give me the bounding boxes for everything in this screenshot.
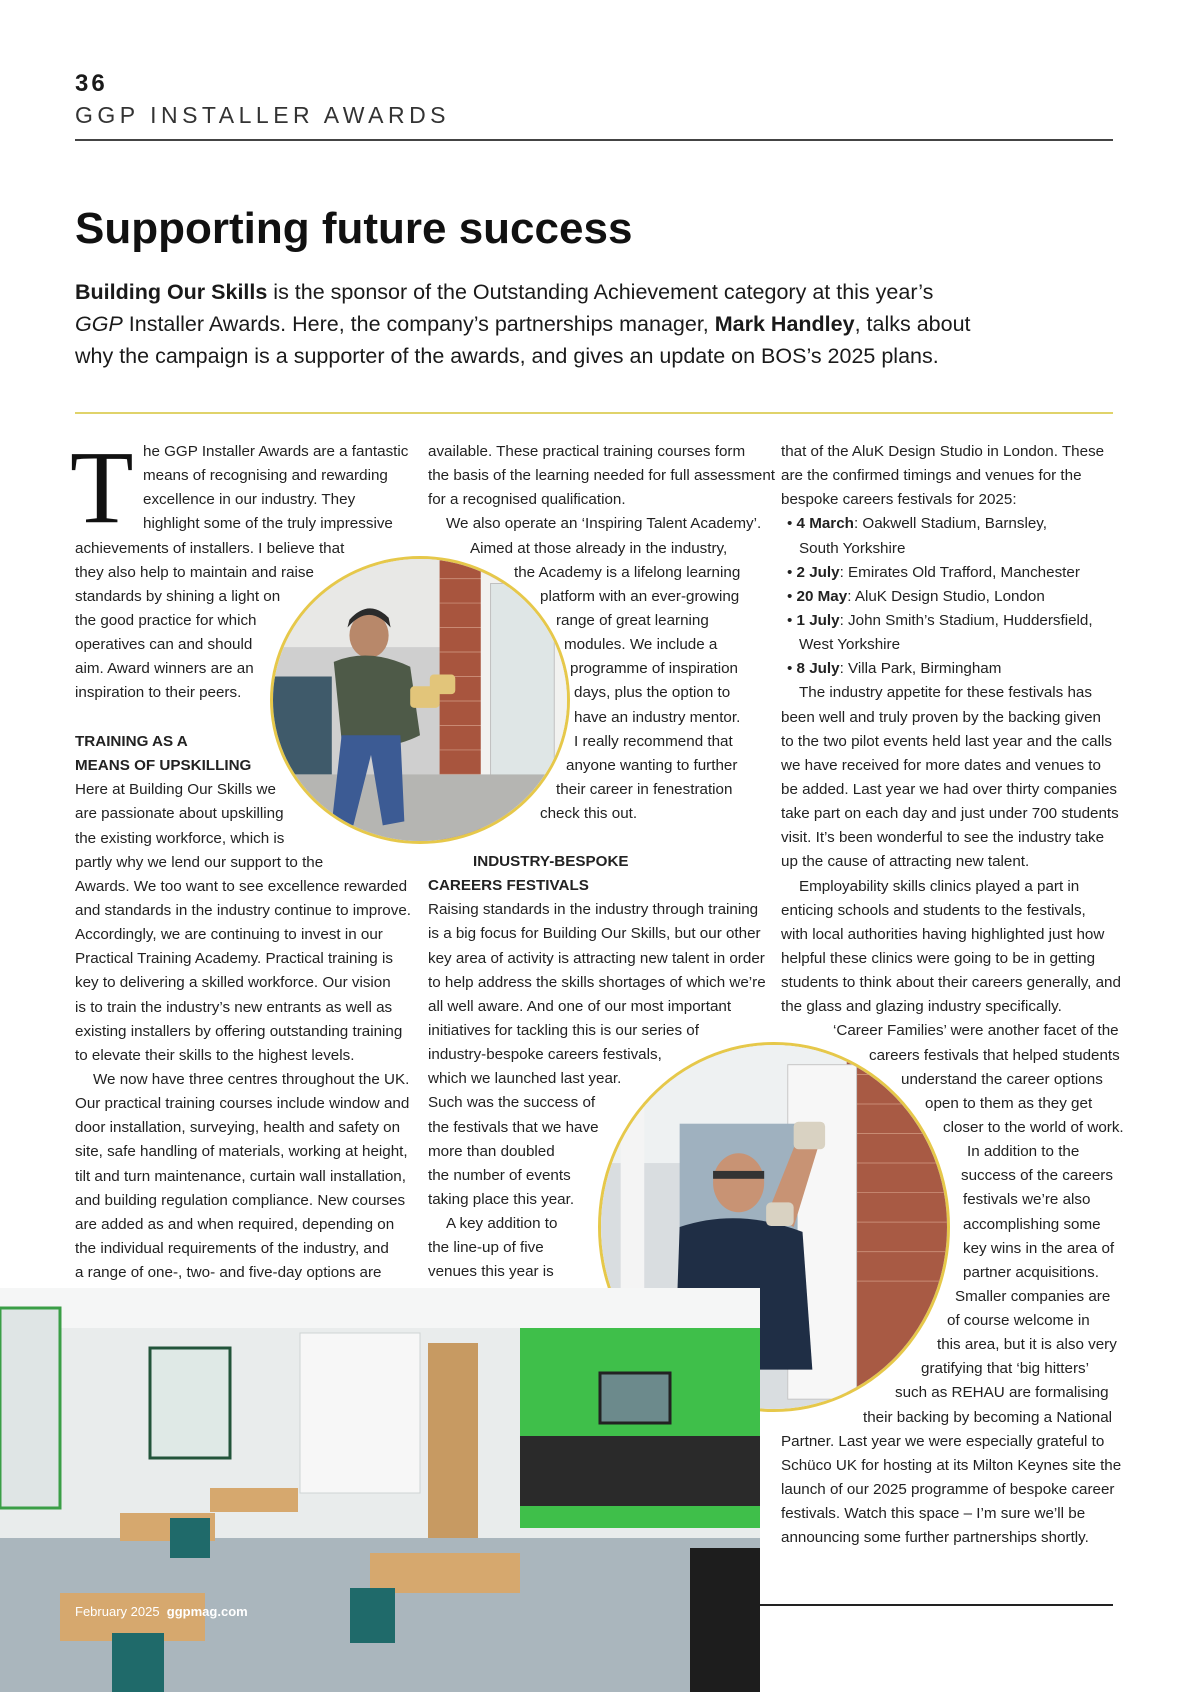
text-line: Practical Training Academy. Practical training is xyxy=(75,950,393,968)
text-line: be added. Last year we had over thirty companies xyxy=(781,780,1118,798)
text-line: excellence in our industry. They xyxy=(143,491,356,509)
venue-name: : John Smith’s Stadium, Huddersfield, xyxy=(839,611,1093,629)
text-line: closer to the world of work. xyxy=(943,1118,1124,1136)
text-line: helpful these clinics were going to be in getting xyxy=(781,949,1096,967)
text-line: with local authorities having highlighted just how xyxy=(781,925,1105,943)
text-line: platform with an ever-growing xyxy=(540,587,740,605)
venue-date: 2 July xyxy=(796,563,840,581)
text-line: aim. Award winners are an xyxy=(75,660,254,678)
issue-date: February 2025 xyxy=(75,1604,160,1619)
text-line: bespoke careers festivals for 2025: xyxy=(781,491,1017,509)
text-line: festivals we’re also xyxy=(963,1191,1091,1209)
text-line: he GGP Installer Awards are a fantastic xyxy=(143,443,409,460)
text-line: door installation, surveying, health and safety on xyxy=(75,1119,401,1137)
text-line: I really recommend that xyxy=(574,732,733,750)
text-line: We also operate an ‘Inspiring Talent Academy’. xyxy=(446,515,762,533)
section-heading: INDUSTRY-BESPOKE xyxy=(473,853,629,870)
venue-list-item xyxy=(781,585,1121,609)
text-line: a range of one-, two- and five-day options are xyxy=(75,1264,382,1282)
text-line: the festivals that we have xyxy=(428,1118,599,1136)
text-line: site, safe handling of materials, working at height, xyxy=(75,1143,408,1161)
venue-list-item xyxy=(781,561,1121,585)
venue-name: : Oakwell Stadium, Barnsley, xyxy=(853,515,1047,533)
text-line: check this out. xyxy=(540,805,638,823)
text-line: are passionate about upskilling xyxy=(75,805,284,823)
venue-list-item xyxy=(781,657,1121,681)
installer-photo-circle xyxy=(270,556,570,844)
text-line: Awards. We too want to see excellence rewarded xyxy=(75,877,408,895)
text-line: success of the careers xyxy=(961,1167,1113,1185)
text-line: we have received for more dates and venues to xyxy=(781,756,1101,774)
text-line: Here at Building Our Skills we xyxy=(75,781,276,799)
text-line: up the cause of attracting new talent. xyxy=(781,853,1030,871)
text-line: announcing some further partnerships shortly. xyxy=(781,1529,1089,1547)
text-line: their career in fenestration xyxy=(556,780,733,798)
text-line: modules. We include a xyxy=(564,636,718,654)
venue-name: : Emirates Old Trafford, Manchester xyxy=(839,563,1080,581)
text-line: programme of inspiration xyxy=(570,660,738,678)
text-line: venues this year is xyxy=(428,1263,554,1281)
text-line: days, plus the option to xyxy=(574,684,731,702)
magazine-name: GGP xyxy=(75,312,123,336)
text-line: more than doubled xyxy=(428,1142,555,1160)
header-rule xyxy=(75,139,1113,141)
text-line: means of recognising and rewarding xyxy=(143,467,388,485)
section-heading: TRAINING AS A xyxy=(75,733,188,750)
text-line: the number of events xyxy=(428,1166,571,1184)
text-line: been well and truly proven by the backing given xyxy=(781,708,1101,726)
text-line: achievements of installers. I believe that xyxy=(75,539,345,557)
text-line: Our practical training courses include window and xyxy=(75,1095,410,1113)
text-line: A key addition to xyxy=(446,1215,558,1233)
text-line: students to think about their careers generally, and xyxy=(781,974,1121,992)
bullet-icon: • xyxy=(787,563,797,581)
text-line: understand the career options xyxy=(901,1070,1103,1088)
text-line: and standards in the industry continue to improve. xyxy=(75,901,412,919)
sponsor-name: Building Our Skills xyxy=(75,280,268,304)
text-line: Smaller companies are xyxy=(955,1287,1111,1305)
text-line: their backing by becoming a National xyxy=(863,1408,1113,1426)
bullet-icon: • xyxy=(787,660,797,678)
text-line: In addition to the xyxy=(967,1143,1080,1161)
text-line: for a recognised qualification. xyxy=(428,491,626,509)
standfirst: Building Our Skills is the sponsor of the Outstanding Achievement category at this year’s GGP Installer Awards. Here, the company’s partnerships manager, Mark Handley, talks about why the campaign is a supporter of the awards, and gives an update on BOS’s 2025 plans. xyxy=(75,280,971,368)
venue-date: 4 March xyxy=(796,515,854,533)
text-line: open to them as they get xyxy=(925,1094,1093,1112)
text-line: the individual requirements of the industry, and xyxy=(75,1239,389,1257)
headline: Supporting future success xyxy=(75,204,633,253)
text-line: Schüco UK for hosting at its Milton Keynes site the xyxy=(781,1456,1122,1474)
text-line: We now have three centres throughout the UK. xyxy=(93,1070,410,1088)
text-line: partly why we lend our support to the xyxy=(75,853,324,871)
text-line: they also help to maintain and raise xyxy=(75,563,314,581)
text-line: the existing workforce, which is xyxy=(75,829,285,847)
venue-date: 8 July xyxy=(796,660,840,678)
text-line: the glass and glazing industry specifically. xyxy=(781,998,1062,1016)
training-room-photo xyxy=(0,1288,760,1692)
bullet-icon: • xyxy=(787,611,797,629)
person-name: Mark Handley xyxy=(714,312,855,336)
section-heading: CAREERS FESTIVALS xyxy=(428,877,589,895)
text-line: are the confirmed timings and venues for the xyxy=(781,467,1082,485)
text-line: all well aware. And one of our most important xyxy=(428,997,732,1015)
text-line: Employability skills clinics played a part in xyxy=(799,877,1080,895)
text-line: to the two pilot events held last year and the calls xyxy=(781,732,1112,750)
text-line: Raising standards in the industry through training xyxy=(428,901,759,919)
accent-rule xyxy=(75,412,1113,414)
text-line: tilt and turn maintenance, curtain wall installation, xyxy=(75,1167,406,1185)
venue-list-item xyxy=(781,512,1121,536)
text-line: festivals. Watch this space – I’m sure we’ll be xyxy=(781,1505,1086,1523)
footer-rule xyxy=(760,1604,1113,1606)
venue-name: : Villa Park, Birmingham xyxy=(839,660,1002,678)
text-line: and building regulation compliance. New courses xyxy=(75,1191,406,1209)
text-line: to elevate their skills to the highest levels. xyxy=(75,1046,355,1064)
text-line: available. These practical training courses form xyxy=(428,443,746,460)
text-line: that of the AluK Design Studio in London. These xyxy=(781,443,1105,460)
page-number: 36 xyxy=(75,70,108,97)
text-line: Partner. Last year we were especially grateful to xyxy=(781,1432,1105,1450)
text-line: the basis of the learning needed for full assessment xyxy=(428,467,775,485)
text-line: West Yorkshire xyxy=(799,636,901,654)
text-line: anyone wanting to further xyxy=(566,756,738,774)
section-heading: MEANS OF UPSKILLING xyxy=(75,757,252,775)
text-line: partner acquisitions. xyxy=(963,1263,1099,1281)
venue-date: 20 May xyxy=(796,587,848,605)
text-line: the good practice for which xyxy=(75,611,257,629)
text-line: operatives can and should xyxy=(75,636,253,654)
text-line: of course welcome in xyxy=(947,1312,1090,1330)
text-line: ‘Career Families’ were another facet of the xyxy=(833,1022,1119,1040)
text-line: have an industry mentor. xyxy=(574,708,741,726)
text-line: key area of activity is attracting new talent in order xyxy=(428,949,765,967)
bullet-icon: • xyxy=(787,515,797,533)
text-line: highlight some of the truly impressive xyxy=(143,515,393,533)
text-line: is to train the industry’s new entrants as well as xyxy=(75,998,393,1016)
text-line: Such was the success of xyxy=(428,1094,596,1112)
text-line: key wins in the area of xyxy=(963,1239,1115,1257)
text-line: Aimed at those already in the industry, xyxy=(470,539,728,557)
text-line: visit. It’s been wonderful to see the industry take xyxy=(781,829,1105,847)
text-line: the Academy is a lifelong learning xyxy=(514,563,741,581)
bullet-icon: • xyxy=(787,587,797,605)
text-line: taking place this year. xyxy=(428,1190,575,1208)
text-line: gratifying that ‘big hitters’ xyxy=(921,1360,1089,1378)
text-line: enticing schools and students to the festivals, xyxy=(781,901,1086,919)
text-line: the line-up of five xyxy=(428,1239,544,1257)
venue-date: 1 July xyxy=(796,611,840,629)
text-line: Accordingly, we are continuing to invest in our xyxy=(75,926,383,944)
text-line: this area, but it is also very xyxy=(937,1336,1117,1354)
text-line: to help address the skills shortages of which we’re xyxy=(428,973,766,991)
text-line: careers festivals that helped students xyxy=(869,1046,1120,1064)
text-line: industry-bespoke careers festivals, xyxy=(428,1046,662,1064)
text-line: South Yorkshire xyxy=(799,539,906,557)
section-title: GGP INSTALLER AWARDS xyxy=(75,102,451,128)
text-line: take part on each day and just under 700 students xyxy=(781,805,1119,823)
text-line: The industry appetite for these festivals has xyxy=(799,684,1092,702)
text-line: initiatives for tackling this is our series of xyxy=(428,1021,699,1039)
text-line: standards by shining a light on xyxy=(75,587,281,605)
text-line: range of great learning xyxy=(556,611,709,629)
text-line: is a big focus for Building Our Skills, but our other xyxy=(428,925,761,943)
text-line: such as REHAU are formalising xyxy=(895,1384,1109,1402)
text-line: which we launched last year. xyxy=(428,1070,622,1088)
text-line: launch of our 2025 programme of bespoke career xyxy=(781,1481,1115,1499)
drop-cap: T xyxy=(70,430,134,545)
website: ggpmag.com xyxy=(166,1604,248,1619)
venue-name: : AluK Design Studio, London xyxy=(847,587,1045,605)
text-line: are added as and when required, depending on xyxy=(75,1215,395,1233)
venue-list-item xyxy=(781,609,1121,633)
text-line: key to delivering a skilled workforce. Our vision xyxy=(75,974,391,992)
footer xyxy=(75,1604,248,1619)
text-line: existing installers by offering outstanding training xyxy=(75,1022,403,1040)
text-line: inspiration to their peers. xyxy=(75,684,242,702)
text-line: accomplishing some xyxy=(963,1215,1101,1233)
